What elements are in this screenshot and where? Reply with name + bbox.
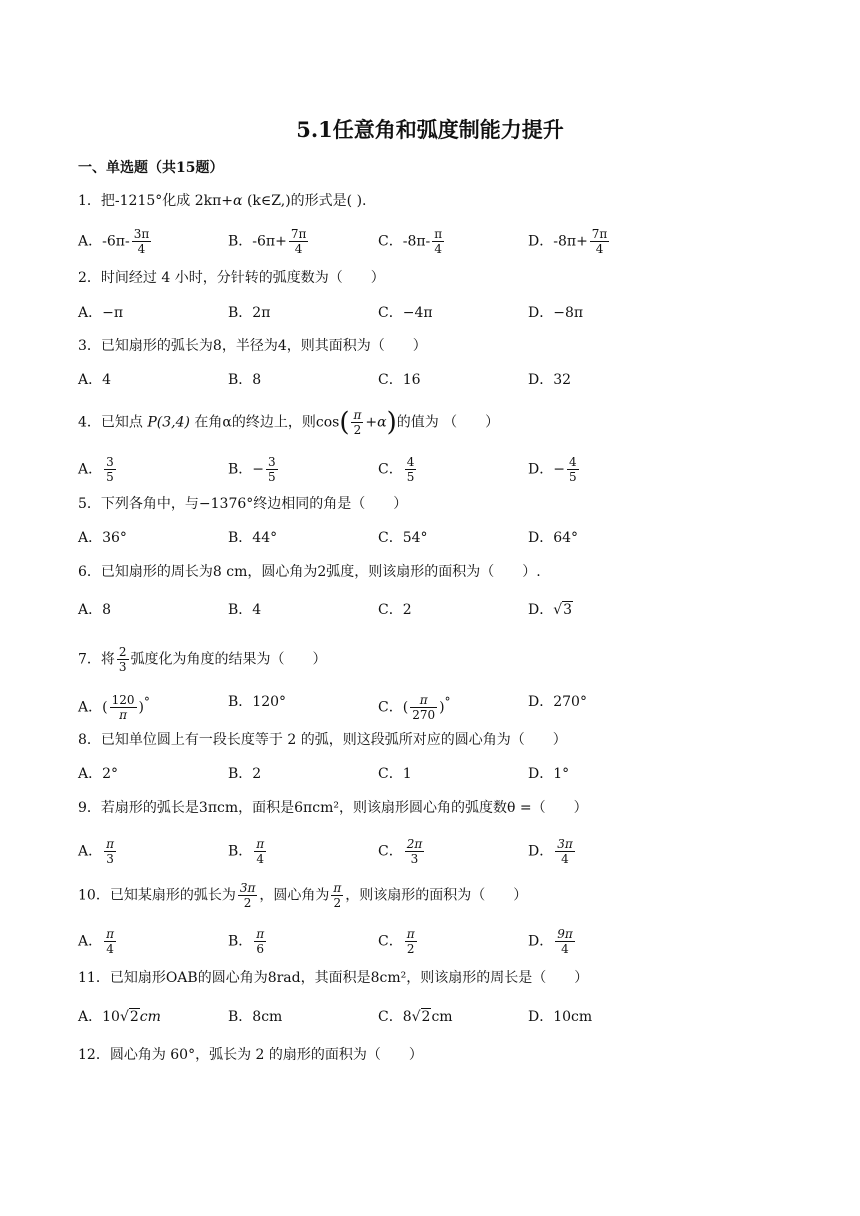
question-8: 8．已知单位圆上有一段长度等于 2 的弧，则这段弧所对应的圆心角为（ ） [78, 732, 567, 748]
q7-option-b: B．120° [228, 694, 287, 710]
q3-option-a: A．4 [78, 372, 112, 388]
q9-option-a: A． $\frac{\pi}{3}$ [78, 837, 115, 866]
q1-mid: (k∈Z,)的形式是( [242, 193, 353, 209]
q2-option-a: A．−π [78, 305, 124, 321]
q10-option-c: C． $\frac{\pi}{2}$ [378, 927, 415, 956]
q6-option-d: D．√3 [528, 602, 573, 618]
q4-option-a: A． $\frac{3}{5}$ [78, 455, 114, 484]
question-3: 3．已知扇形的弧长为8，半径为4，则其面积为（ ） [78, 338, 427, 354]
q11-option-b: B．8cm [228, 1009, 283, 1025]
q3-option-b: B．8 [228, 372, 262, 388]
q6-option-b: B．4 [228, 602, 262, 618]
q11-option-c: C．8√2cm [378, 1009, 453, 1025]
q3-option-c: C．16 [378, 372, 421, 388]
question-11: 11．已知扇形OAB的圆心角为8rad，其面积是8cm²，则该扇形的周长是（ ） [78, 970, 589, 986]
q2-option-d: D．−8π [528, 305, 584, 321]
q5-option-a: A．36° [78, 530, 127, 546]
question-2: 2．时间经过 4 小时，分针转的弧度数为（ ） [78, 270, 385, 286]
q7-option-a: A．( $\frac{120}{\pi}$ )° [78, 693, 150, 723]
q6-option-c: C．2 [378, 602, 412, 618]
q5-option-b: B．44° [228, 530, 278, 546]
q9-option-c: C． $\frac{2\pi}{3}$ [378, 837, 423, 866]
q2-option-b: B．2π [228, 305, 271, 321]
q7-option-d: D．270° [528, 694, 587, 710]
q6-option-a: A．8 [78, 602, 112, 618]
q10-option-a: A． $\frac{\pi}{4}$ [78, 927, 115, 956]
q5-option-d: D．64° [528, 530, 579, 546]
q1-text: 1．把-1215°化成 2kπ+ [78, 193, 234, 209]
question-9: 9．若扇形的弧长是3πcm，面积是6πcm²，则该扇形圆心角的弧度数θ =（ ） [78, 800, 588, 816]
q8-option-d: D．1° [528, 766, 570, 782]
q1-alpha: α [233, 193, 243, 209]
q8-option-b: B．2 [228, 766, 262, 782]
q1-option-b: B．-6π+ $\frac{7\pi}{4}$ [228, 227, 307, 256]
question-12: 12．圆心角为 60°，弧长为 2 的扇形的面积为（ ） [78, 1047, 423, 1063]
question-7: 7．将 $\frac{2}{3}$ 弧度化为角度的结果为（ ） [78, 645, 327, 674]
q1-option-d: D．-8π+ $\frac{7\pi}{4}$ [528, 227, 608, 256]
q9-option-d: D． $\frac{3\pi}{4}$ [528, 837, 573, 866]
q11-option-d: D．10cm [528, 1009, 593, 1025]
q8-option-a: A．2° [78, 766, 119, 782]
q8-option-c: C．1 [378, 766, 412, 782]
q1-option-a: A．-6π- $\frac{3\pi}{4}$ [78, 227, 150, 256]
question-1 [78, 191, 367, 211]
q1-option-c: C．-8π- $\frac{\pi}{4}$ [378, 227, 443, 256]
q5-option-c: C．54° [378, 530, 428, 546]
q7-option-c: C．( $\frac{\pi}{270}$ )° [378, 693, 451, 723]
question-4: 4．已知点 P(3,4) 在角α的终边上，则cos( $\frac{\pi}{2}$ +α)的值为 （ ） [78, 407, 500, 438]
q4-option-d: D．− $\frac{4}{5}$ [528, 455, 577, 484]
q1-end: ). [352, 193, 367, 209]
document-title: 5.1任意角和弧度制能力提升 [296, 117, 564, 142]
question-5: 5．下列各角中，与−1376°终边相同的角是（ ） [78, 496, 408, 512]
section-heading: 一、单选题（共15题） [78, 160, 224, 176]
q4-option-b: B．− $\frac{3}{5}$ [228, 455, 276, 484]
q10-option-d: D． $\frac{9\pi}{4}$ [528, 927, 573, 956]
q3-option-d: D．32 [528, 372, 572, 388]
q10-option-b: B． $\frac{\pi}{6}$ [228, 927, 265, 956]
question-6: 6．已知扇形的周长为8 cm，圆心角为2弧度，则该扇形的面积为（ ）. [78, 564, 541, 580]
q2-option-c: C．−4π [378, 305, 433, 321]
q9-option-b: B． $\frac{\pi}{4}$ [228, 837, 265, 866]
question-10: 10．已知某扇形的弧长为 $\frac{3\pi}{2}$ ，圆心角为 $\frac{\pi}{2}$ ，则该扇形的面积为（ ） [78, 881, 528, 910]
q4-option-c: C． $\frac{4}{5}$ [378, 455, 415, 484]
q11-option-a: A．10√2cm [78, 1009, 161, 1025]
